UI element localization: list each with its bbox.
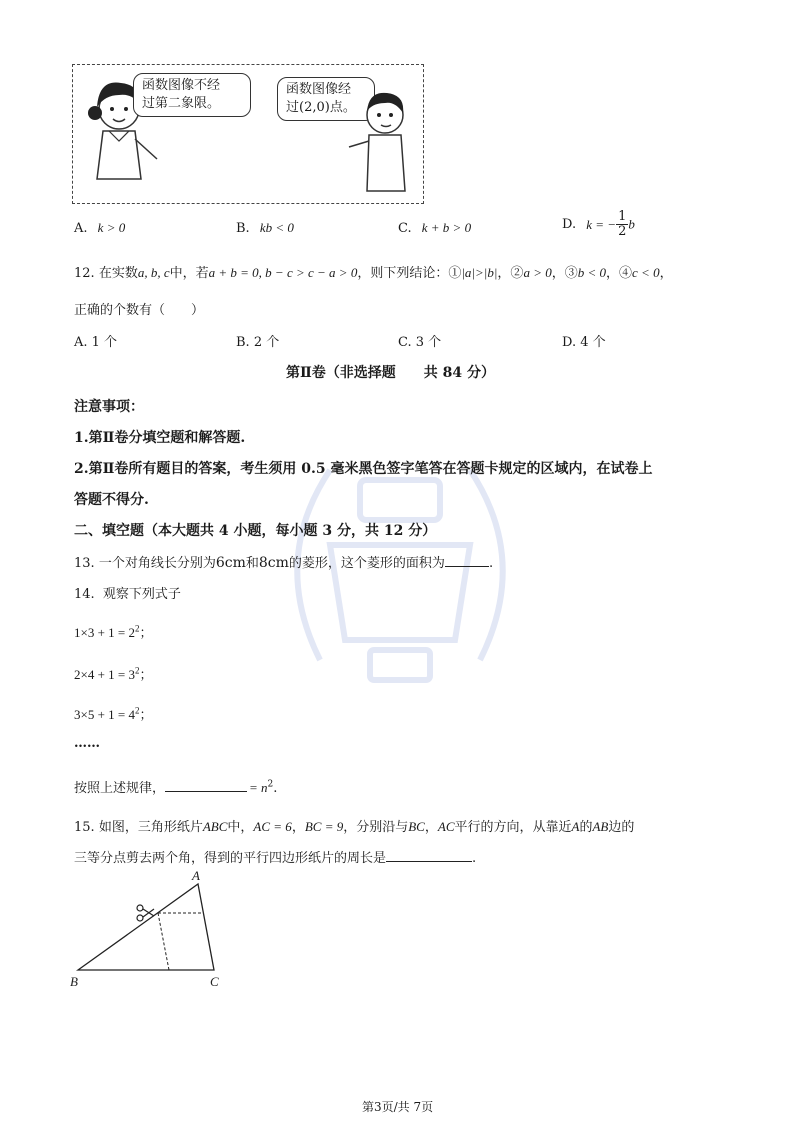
q14-eq2: $2\times 4 + 1 = 3^2$； [74,665,153,682]
q15-triangle-figure [66,866,266,996]
q13-stem: 13. 一个对角线长分别为6cm和8cm的菱形，这个菱形的面积为 . [74,555,494,571]
page-footer: 第3页/共 7页 [362,1100,434,1114]
q12-stem-line2: 正确的个数有（ ） [74,303,205,318]
vertex-c-label: C [210,974,219,989]
q14-answer-blank[interactable] [165,779,247,792]
q11-option-d: D. k = − $\frac{1}{2}$ b [562,209,635,239]
q14-rule: 按照上述规律， = $n^2$. [74,779,278,796]
vertex-b-label: B [70,974,78,989]
triangle-abc [78,884,214,970]
q11-option-a: A. k > 0 [74,220,126,236]
q12-option-c: C. 3 个 [398,335,442,350]
q15-stem-line2: 三等分点剪去两个角，得到的平行四边形纸片的周长是 . [74,851,477,866]
note-2-line1: 2.第Ⅱ卷所有题目的答案，考生须用 0.5 毫米黑色签字笔答在答题卡规定的区域内，在试卷上 [74,461,653,477]
section2-title: 第Ⅱ卷（非选择题 共 84 分） [286,365,496,381]
boy-speech-line2: 过(2,0)点。 [286,100,356,115]
q14-eq3: $3\times 5 + 1 = 4^2$； [74,705,153,722]
part2-heading: 二、填空题（本大题共 4 小题，每小题 3 分，共 12 分） [74,523,437,539]
girl-speech-bubble [133,73,251,117]
girl-speech-line2: 过第二象限。 [142,96,221,111]
q12-option-b: B. 2 个 [236,335,280,350]
q11-option-c: C. k + b > 0 [398,220,472,236]
q12-stem: 12. 在实数a, b, c中，若a + b = 0, b − c > c − a > 0，则下列结论：①|a|>|b|，②a > 0，③b < 0，④c < 0， [74,265,673,281]
q14-eq1: $1\times 3 + 1 = 2^2$； [74,623,153,640]
q12-option-a: A. 1 个 [74,335,118,350]
fraction-one-half: $\frac{1}{2}$ [618,209,627,239]
note-1: 1.第Ⅱ卷分填空题和解答题. [74,430,246,446]
boy-illustration [341,71,421,201]
girl-speech-line1: 函数图像不经 [142,78,221,93]
q14-stem: 14. 观察下列式子 [74,587,181,602]
q15-stem: 15. 如图，三角形纸片ABC中，AC = 6，BC = 9，分别沿与BC，AC平行的方向，从靠近A的AB边的 [74,819,635,835]
notes-title: 注意事项： [74,399,144,415]
boy-speech-line1: 函数图像经 [286,82,352,97]
q12-option-d: D. 4 个 [562,335,606,350]
q11-illustration [72,64,424,204]
q15-answer-blank[interactable] [386,849,472,862]
q13-answer-blank[interactable] [445,554,489,567]
q11-option-b: B. kb < 0 [236,220,294,236]
note-2-line2: 答题不得分. [74,492,149,508]
q14-dots: …… [74,736,100,751]
cut-line-parallel-ac [158,913,169,970]
scissors-icon [137,905,154,921]
vertex-a-label: A [192,868,200,883]
